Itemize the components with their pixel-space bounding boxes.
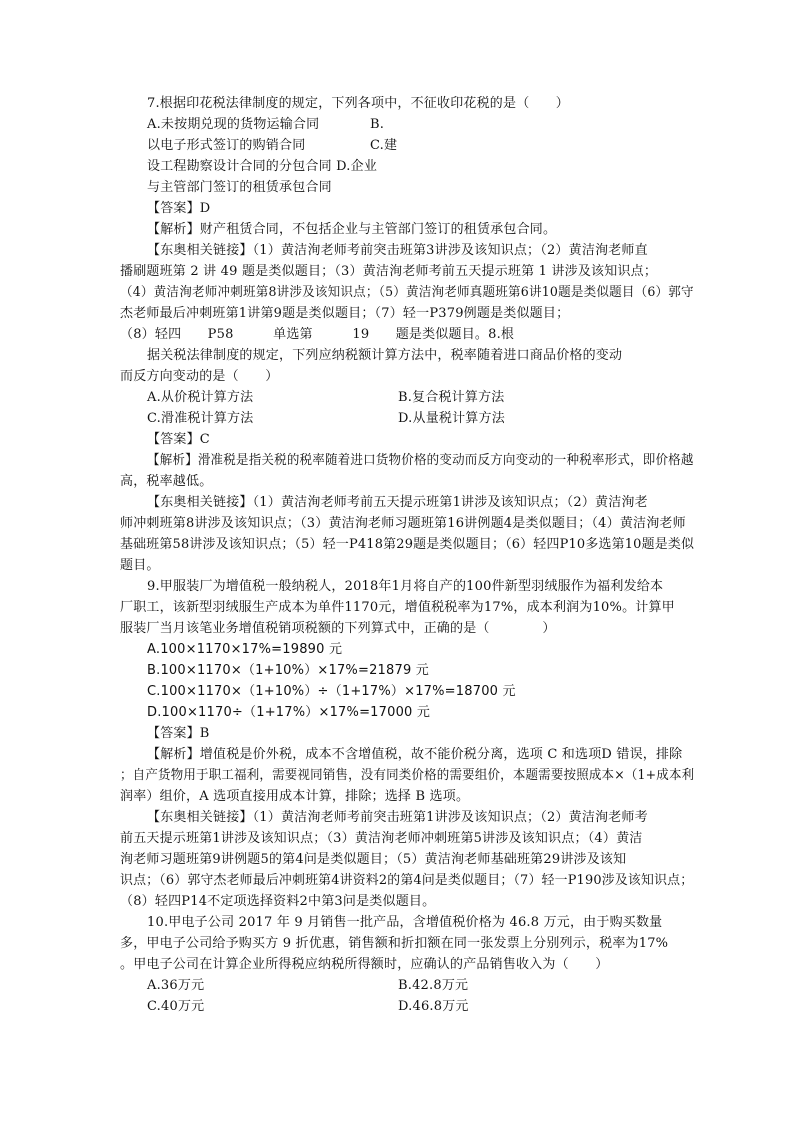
q7-option-a: A.未按期兑现的货物运输合同 xyxy=(147,117,320,132)
q8-links-line-1: 【东奥相关链接】（1）黄洁洵老师考前五天提示班第1讲涉及该知识点；（2）黄洁洵老 xyxy=(147,495,648,510)
q8-links-line-4: 题目。 xyxy=(120,558,160,573)
q9-links-line-2: 前五天提示班第1讲涉及该知识点；（3）黄洁洵老师冲刺班第5讲涉及该知识点；（4）黄洁 xyxy=(120,831,643,846)
q9-option-c: C.100×1170×（1+10%）÷（1+17%）×17%=18700 元 xyxy=(147,684,516,699)
q9-option-d: D.100×1170÷（1+17%）×17%=17000 元 xyxy=(147,705,431,720)
q7-links-line-2: 播刷题班第 2 讲 49 题是类似题目；（3）黄洁洵老师考前五天提示班第 1 讲涉及该知识点； xyxy=(120,264,658,279)
q9-stem-line-2: 厂职工，该新型羽绒服生产成本为单件1170元，增值税税率为17%，成本利润为10%。计算甲 xyxy=(120,600,675,615)
q10-stem-line-1: 10.甲电子公司 2017 年 9 月销售一批产品，含增值税价格为 46.8 万元，由于购买数量 xyxy=(147,915,663,930)
q8-analysis-line-2: 高，税率越低。 xyxy=(120,474,213,489)
q8-links-line-2: 师冲刺班第8讲涉及该知识点；（3）黄洁洵老师习题班第16讲例题4是类似题目；（4）黄洁洵老师 xyxy=(120,516,686,531)
q7-links-line-1: 【东奥相关链接】（1）黄洁洵老师考前突击班第3讲涉及该知识点；（2）黄洁洵老师直 xyxy=(147,243,648,258)
q8-answer: 【答案】C xyxy=(147,432,210,447)
q7-links-line-3: （4）黄洁洵老师冲刺班第8讲涉及该知识点；（5）黄洁洵老师真题班第6讲10题是类似题目（6）郭守 xyxy=(120,285,694,300)
q7-links-line-5: （8）轻四 P58 单选第 19 题是类似题目。8.根 xyxy=(120,327,515,342)
q8-stem-line-2: 而反方向变动的是（ ） xyxy=(120,369,279,384)
q9-answer: 【答案】B xyxy=(147,726,210,741)
q8-stem-line-1: 据关税法律制度的规定，下列应纳税额计算方法中，税率随着进口商品价格的变动 xyxy=(147,348,623,363)
q7-option-c-text: 设工程勘察设计合同的分包合同 D.企业 xyxy=(147,159,378,174)
q9-stem-line-3: 服装厂当月该笔业务增值税销项税额的下列算式中，正确的是（ ） xyxy=(120,621,556,636)
q8-links-line-3: 基础班第58讲涉及该知识点；（5）轻一P418第29题是类似题目；（6）轻四P10多选第10题是类似 xyxy=(120,537,695,552)
q7-answer: 【答案】D xyxy=(147,201,211,216)
q7-links-line-4: 杰老师最后冲刺班第1讲第9题是类似题目；（7）轻一P379例题是类似题目； xyxy=(120,306,570,321)
q8-analysis-line-1: 【解析】滑准税是指关税的税率随着进口货物价格的变动而反方向变动的一种税率形式，即价格越 xyxy=(147,453,694,468)
q8-option-a: A.从价税计算方法 xyxy=(147,390,254,405)
q9-stem-line-1: 9.甲服装厂为增值税一般纳税人，2018年1月将自产的100件新型羽绒服作为福利发给本 xyxy=(147,579,664,594)
q10-option-d: D.46.8万元 xyxy=(398,999,469,1014)
q9-option-a: A.100×1170×17%=19890 元 xyxy=(147,642,343,657)
q9-analysis-line-2: ；自产货物用于职工福利，需要视同销售，没有同类价格的需要组价，本题需要按照成本×（1+成本利 xyxy=(120,768,695,783)
q9-analysis-line-3: 润率）组价，A 选项直接用成本计算，排除；选择 B 选项。 xyxy=(120,789,470,804)
q10-option-c: C.40万元 xyxy=(147,999,205,1014)
q9-links-line-3: 洵老师习题班第9讲例题5的第4问是类似题目；（5）黄洁洵老师基础班第29讲涉及该知 xyxy=(120,852,627,867)
q7-option-d-text: 与主管部门签订的租赁承包合同 xyxy=(147,180,332,195)
q9-links-line-5: （8）轻四P14不定项选择资料2中第3问是类似题目。 xyxy=(120,894,436,909)
q7-stem: 7.根据印花税法律制度的规定，下列各项中，不征收印花税的是（ ） xyxy=(147,96,570,111)
q8-option-c: C.滑准税计算方法 xyxy=(147,411,254,426)
q10-stem-line-3: 。甲电子公司在计算企业所得税应纳税所得额时，应确认的产品销售收入为（ ） xyxy=(120,957,609,972)
q10-option-a: A.36万元 xyxy=(147,978,205,993)
q9-links-line-1: 【东奥相关链接】（1）黄洁洵老师考前突击班第1讲涉及该知识点；（2）黄洁洵老师考 xyxy=(147,810,648,825)
q8-option-b: B.复合税计算方法 xyxy=(398,390,505,405)
q9-analysis-line-1: 【解析】增值税是价外税，成本不含增值税，故不能价税分离，选项 C 和选项D 错误，排除 xyxy=(147,747,683,762)
q7-option-b-head: B. xyxy=(370,117,385,132)
q10-stem-line-2: 多，甲电子公司给予购买方 9 折优惠，销售额和折扣额在同一张发票上分别列示，税率为17% xyxy=(120,936,669,951)
q7-analysis: 【解析】财产租赁合同，不包括企业与主管部门签订的租赁承包合同。 xyxy=(147,222,557,237)
q7-option-c-head: C.建 xyxy=(370,138,398,153)
q10-option-b: B.42.8万元 xyxy=(398,978,469,993)
q7-option-b-text: 以电子形式签订的购销合同 xyxy=(147,138,306,153)
q8-option-d: D.从量税计算方法 xyxy=(398,411,505,426)
q9-links-line-4: 识点；（6）郭守杰老师最后冲刺班第4讲资料2的第4问是类似题目；（7）轻一P190涉及该知识点； xyxy=(120,873,694,888)
q9-option-b: B.100×1170×（1+10%）×17%=21879 元 xyxy=(147,663,429,678)
